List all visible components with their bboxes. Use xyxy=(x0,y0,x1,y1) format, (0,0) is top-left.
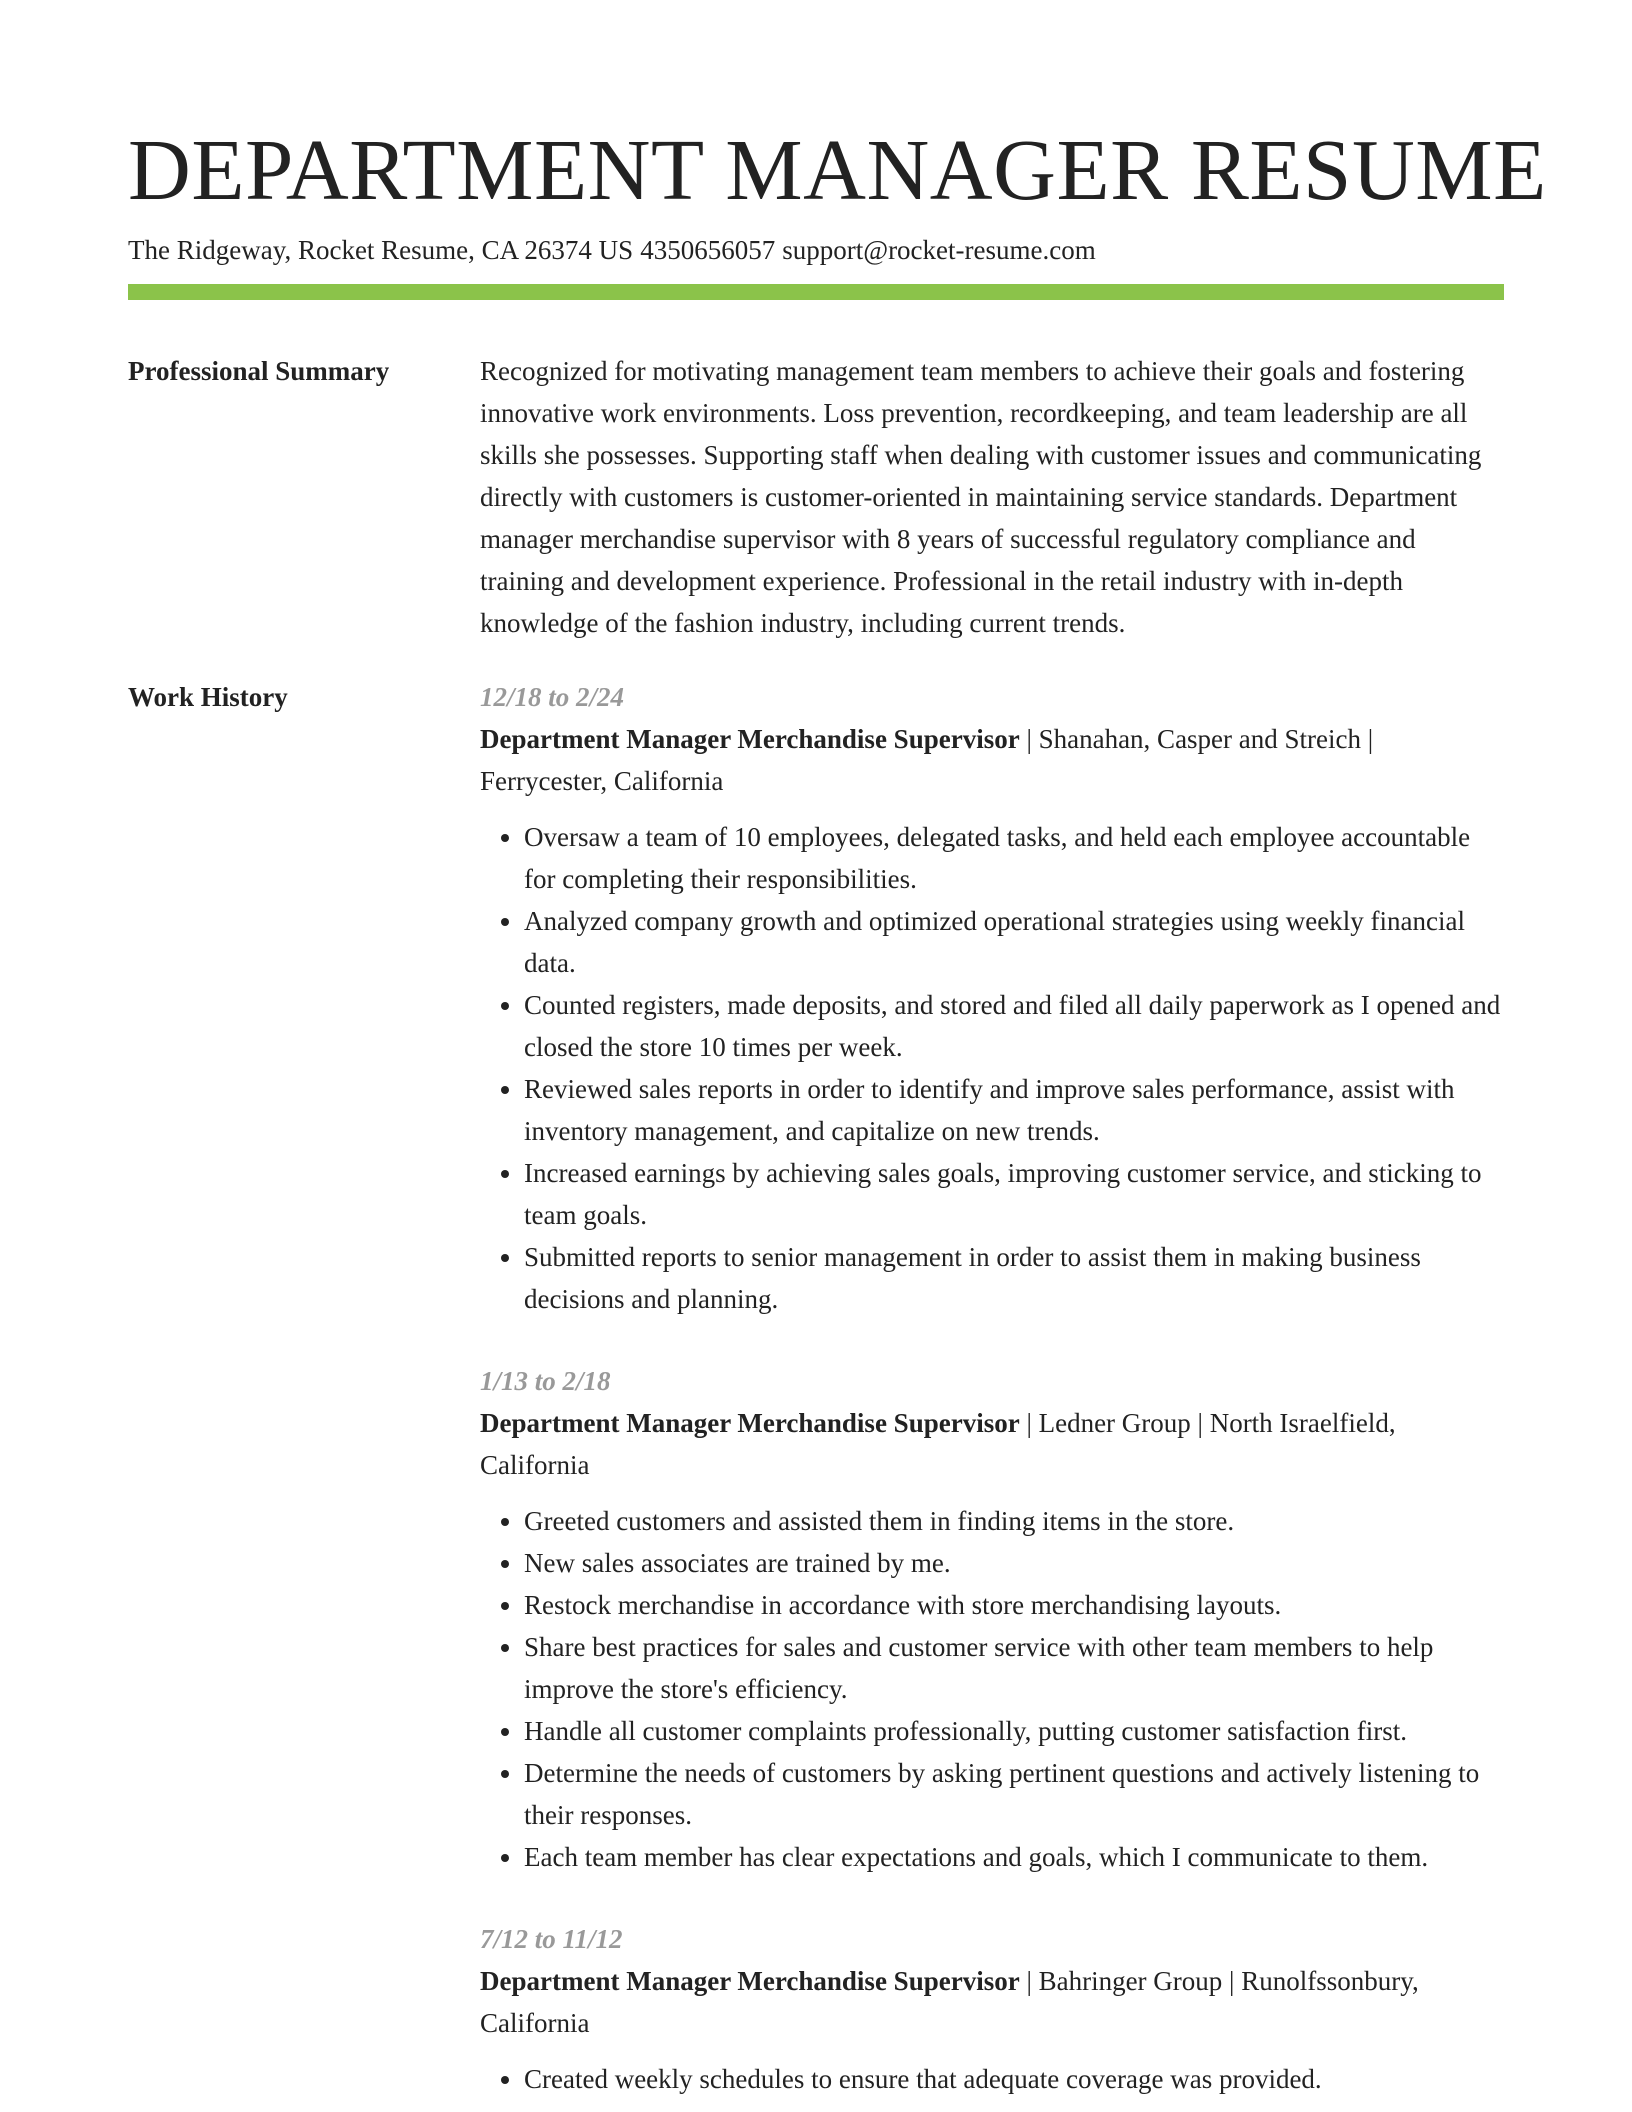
job-employer-location: | Shanahan, Casper and Streich | Ferrycester, California xyxy=(480,724,1374,796)
job-employer-location: | Ledner Group | North Israelfield, California xyxy=(480,1408,1396,1480)
contact-email: support@rocket-resume.com xyxy=(782,235,1096,265)
responsibility-item: • Greeted customers and assisted them in finding items in the store. xyxy=(524,1500,1504,1542)
job-dates: 7/12 to 11/12 xyxy=(480,1924,623,1954)
job-responsibilities xyxy=(480,1500,1504,1878)
job-responsibilities xyxy=(480,2058,1504,2100)
job-dates: 1/13 to 2/18 xyxy=(480,1366,611,1396)
job-heading xyxy=(480,1402,1504,1486)
job-employer-location: | Bahringer Group | Runolfssonbury, California xyxy=(480,1966,1419,2038)
responsibility-item: • Submitted reports to senior management in order to assist them in making business decisions and planning. xyxy=(524,1236,1504,1320)
responsibility-item: • Counted registers, made deposits, and stored and filed all daily paperwork as I opened and closed the store 10 times per week. xyxy=(524,984,1504,1068)
contact-line xyxy=(128,232,1504,268)
professional-summary-section xyxy=(128,350,1504,644)
responsibility-item: • Restock merchandise in accordance with store merchandising layouts. xyxy=(524,1584,1504,1626)
job-heading xyxy=(480,1960,1504,2044)
job-heading xyxy=(480,718,1504,802)
job-list xyxy=(480,676,1504,2100)
job-entry xyxy=(480,676,1504,1320)
responsibility-item: • Reviewed sales reports in order to identify and improve sales performance, assist with inventory management, and capitalize on new trends. xyxy=(524,1068,1504,1152)
accent-divider xyxy=(128,284,1504,300)
responsibility-item: • Determine the needs of customers by asking pertinent questions and actively listening to their responses. xyxy=(524,1752,1504,1836)
job-dates: 12/18 to 2/24 xyxy=(480,682,625,712)
responsibility-item: • Handle all customer complaints professionally, putting customer satisfaction first. xyxy=(524,1710,1504,1752)
section-label-summary: Professional Summary xyxy=(128,356,390,386)
job-entry xyxy=(480,1360,1504,1878)
summary-text: Recognized for motivating management team members to achieve their goals and fostering innovative work environments. Loss prevention, recordkeeping, and team leadership are all skills she possesses. Supporting staff when dealing with customer issues and communicating directly with customers is customer-oriented in maintaining service standards. Department manager merchandise supervisor with 8 years of successful regulatory compliance and training and development experience. Professional in the retail industry with in-depth knowledge of the fashion industry, including current trends. xyxy=(480,356,1482,638)
contact-phone: 4350656057 xyxy=(640,235,776,265)
responsibility-item: • Increased earnings by achieving sales goals, improving customer service, and sticking to team goals. xyxy=(524,1152,1504,1236)
job-title: Department Manager Merchandise Supervisor xyxy=(480,1408,1020,1438)
contact-address: The Ridgeway, Rocket Resume, CA 26374 US xyxy=(128,235,634,265)
resume-title: DEPARTMENT MANAGER RESUME xyxy=(128,121,1547,218)
responsibility-item: • Oversaw a team of 10 employees, delegated tasks, and held each employee accountable for completing their responsibilities. xyxy=(524,816,1504,900)
section-label-work-history: Work History xyxy=(128,682,288,712)
responsibility-item: • Share best practices for sales and customer service with other team members to help improve the store's efficiency. xyxy=(524,1626,1504,1710)
responsibility-item: • Each team member has clear expectations and goals, which I communicate to them. xyxy=(524,1836,1504,1878)
work-history-section xyxy=(128,676,1504,2100)
job-title: Department Manager Merchandise Supervisor xyxy=(480,724,1020,754)
job-entry xyxy=(480,1918,1504,2100)
responsibility-item: • Analyzed company growth and optimized operational strategies using weekly financial data. xyxy=(524,900,1504,984)
job-responsibilities xyxy=(480,816,1504,1320)
resume-page xyxy=(128,120,1547,2100)
responsibility-item: • Created weekly schedules to ensure that adequate coverage was provided. xyxy=(524,2058,1504,2100)
job-title: Department Manager Merchandise Supervisor xyxy=(480,1966,1020,1996)
responsibility-item: • New sales associates are trained by me. xyxy=(524,1542,1504,1584)
